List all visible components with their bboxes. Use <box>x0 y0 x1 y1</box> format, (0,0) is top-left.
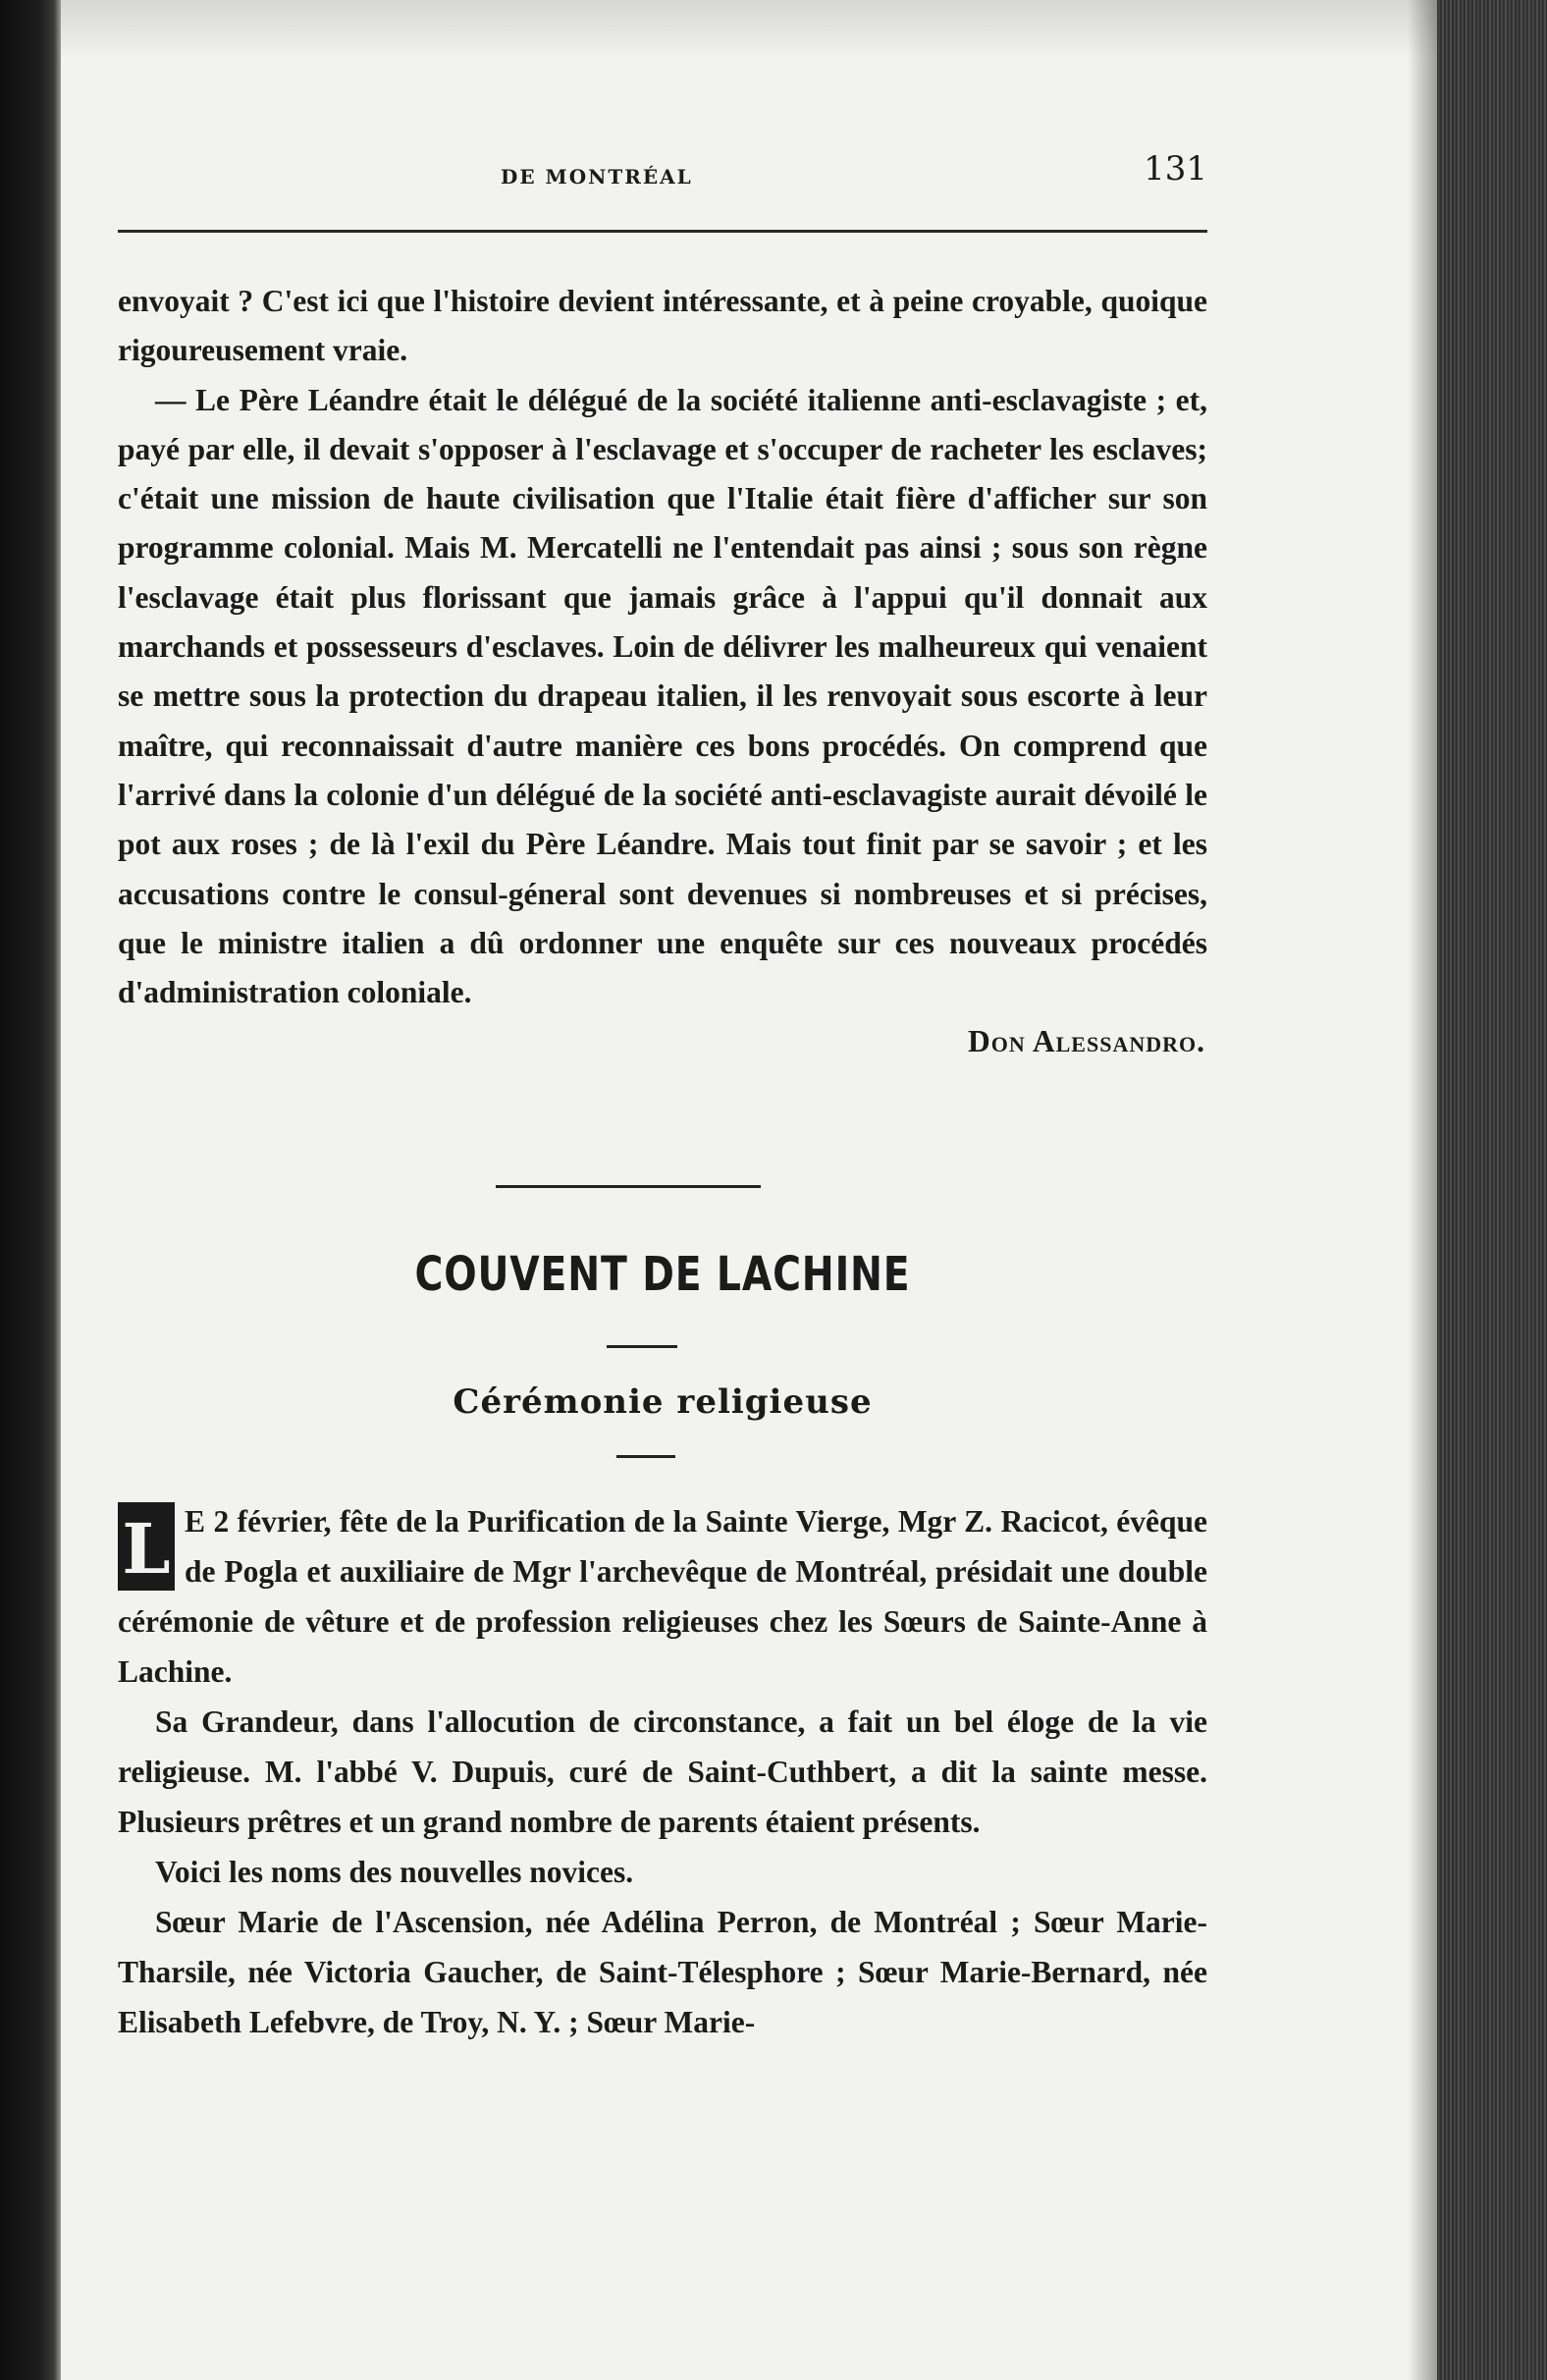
paragraph: Voici les noms des nouvelles novices. <box>155 1855 634 1889</box>
running-head: DE MONTRÉAL <box>501 165 693 189</box>
article-body <box>118 1496 1207 2047</box>
header-rule <box>118 230 1207 233</box>
book-binding-left <box>0 0 61 2380</box>
paragraph: Sa Grandeur, dans l'allocution de circonstance, a fait un bel éloge de la vie religieuse. M. l'abbé V. Dupuis, curé de Saint-Cuthbert, a dit la sainte messe. Plusieurs prêtres et un grand nombre de parents étaient présents. <box>118 1704 1207 1839</box>
paragraph-text: E 2 février, fête de la Purification de la Sainte Vierge, Mgr Z. Racicot, évêque de Pogla et auxiliaire de Mgr l'archevêque de Montréal, présidait une double cérémonie de vêture et de profession religieuses chez les Sœurs de Sainte-Anne à Lachine. <box>118 1504 1207 1689</box>
scan-shadow-right <box>1408 0 1437 2380</box>
section-title: COUVENT DE LACHINE <box>414 1247 911 1302</box>
article-body <box>118 277 1207 1067</box>
section-subtitle: Cérémonie religieuse <box>453 1382 873 1422</box>
page-header <box>118 147 1207 196</box>
paragraph: — Le Père Léandre était le délégué de la société italienne anti-esclavagiste ; et, payé par elle, il devait s'opposer à l'esclavage et s'occuper de racheter les esclaves; c'était une mission de haute civilisation que l'Italie était fière d'afficher sur son programme colonial. Mais M. Mercatelli ne l'entendait pas ainsi ; sous son règne l'esclavage était plus florissant que jamais grâce à l'appui qu'il donnait aux marchands et possesseurs d'esclaves. Loin de délivrer les malheureux qui venaient se mettre sous la protection du drapeau italien, il les renvoyait sous escorte à leur maître, qui reconnaissait d'autre manière ces bons procédés. On comprend que l'arrivé dans la colonie d'un délégué de la société anti-esclavagiste aurait dévoilé le pot aux roses ; de là l'exil du Père Léandre. Mais tout finit par se savoir ; et les accusations contre le consul-géneral sont devenues si nombreuses et si précises, que le ministre italien a dû ordonner une enquête sur ces nouveaux procédés d'administration coloniale. <box>118 382 1207 1010</box>
paragraph: Sœur Marie de l'Ascension, née Adélina Perron, de Montréal ; Sœur Marie-Tharsile, née Victoria Gaucher, de Saint-Télesphore ; Sœur Marie-Bernard, née Elisabeth Lefebvre, de Troy, N. Y. ; Sœur Marie- <box>118 1905 1207 2039</box>
paragraph: envoyait ? C'est ici que l'histoire devient intéressante, et à peine croyable, quoique rigoureusement vraie. <box>118 284 1207 368</box>
author-signature: Don Alessandro. <box>968 1024 1205 1059</box>
title-rule <box>607 1345 677 1348</box>
page-stack-edge <box>1437 0 1547 2380</box>
paragraph <box>118 1496 1207 1697</box>
subtitle-rule <box>616 1455 675 1458</box>
drop-cap: L <box>118 1502 175 1591</box>
page-number: 131 <box>1144 149 1207 189</box>
section-divider <box>496 1185 761 1188</box>
book-page <box>118 0 1207 2380</box>
